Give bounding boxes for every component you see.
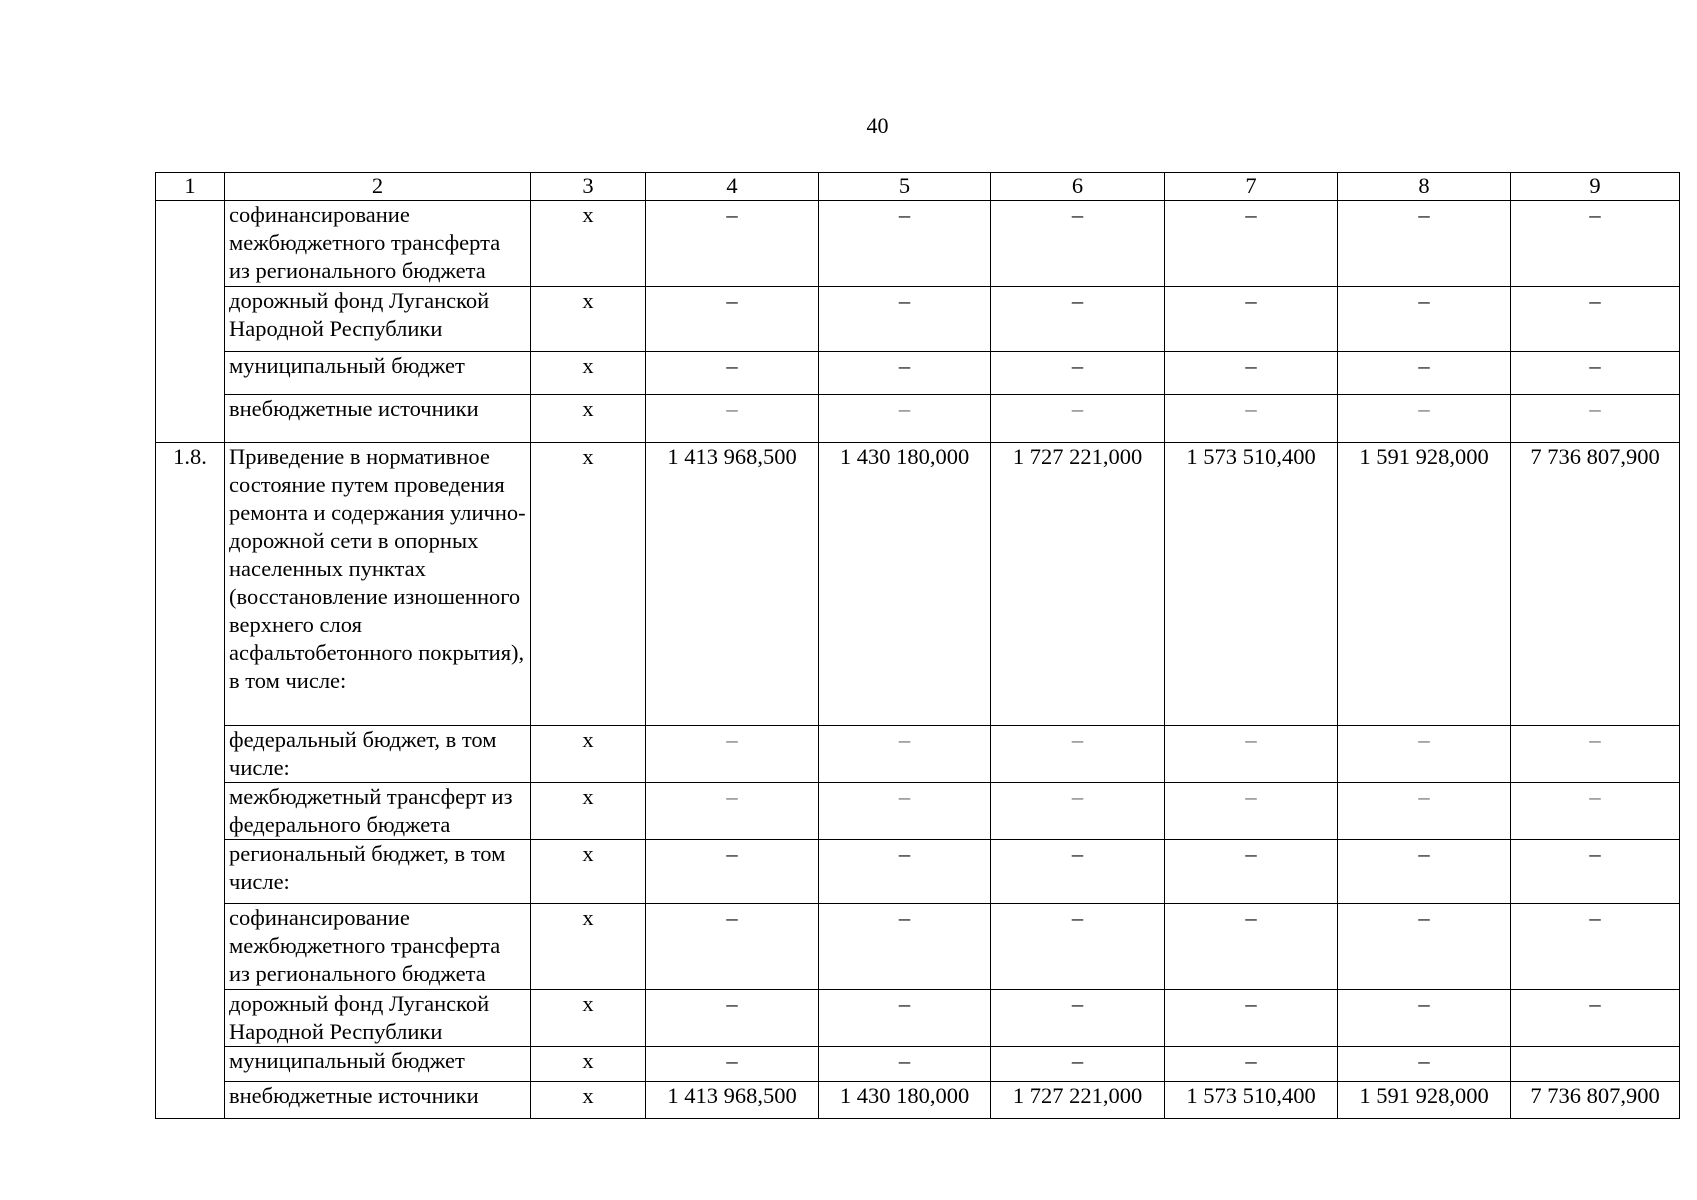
row-label: региональный бюджет, в том числе: <box>225 840 531 904</box>
row-label: межбюджетный трансферт из федерального бюджета <box>225 783 531 840</box>
value-cell: – <box>1165 395 1338 443</box>
table-row <box>156 726 1680 783</box>
value-cell: – <box>991 990 1165 1047</box>
value-cell: – <box>991 395 1165 443</box>
value-cell: – <box>646 783 819 840</box>
header-cell: 2 <box>225 173 531 201</box>
row-mark: х <box>531 443 646 726</box>
value-cell: 1 573 510,400 <box>1165 443 1338 726</box>
header-cell: 8 <box>1338 173 1511 201</box>
value-cell: – <box>819 201 991 287</box>
row-mark: х <box>531 395 646 443</box>
table-row <box>156 990 1680 1047</box>
value-cell: – <box>646 287 819 352</box>
table-row <box>156 840 1680 904</box>
header-cell: 5 <box>819 173 991 201</box>
value-cell: – <box>1338 783 1511 840</box>
value-cell: – <box>819 840 991 904</box>
table-header-row <box>156 173 1680 201</box>
value-cell: 1 727 221,000 <box>991 443 1165 726</box>
row-label: софинансирование межбюджетного трансферта из регионального бюджета <box>225 201 531 287</box>
table-row <box>156 904 1680 990</box>
row-number: 1.8. <box>156 443 225 1119</box>
row-mark: х <box>531 990 646 1047</box>
row-label: внебюджетные источники <box>225 1082 531 1119</box>
value-cell: – <box>1338 201 1511 287</box>
header-cell: 6 <box>991 173 1165 201</box>
value-cell: – <box>991 1047 1165 1082</box>
value-cell: – <box>1511 726 1680 783</box>
value-cell: – <box>1165 990 1338 1047</box>
value-cell: – <box>646 1047 819 1082</box>
value-cell: – <box>1338 352 1511 395</box>
value-cell: – <box>991 287 1165 352</box>
row-mark: х <box>531 1082 646 1119</box>
value-cell: – <box>819 352 991 395</box>
value-cell: – <box>1165 287 1338 352</box>
table-row <box>156 352 1680 395</box>
value-cell: – <box>991 783 1165 840</box>
value-cell: – <box>1338 287 1511 352</box>
value-cell: 1 591 928,000 <box>1338 1082 1511 1119</box>
value-cell: – <box>1165 904 1338 990</box>
value-cell: – <box>646 395 819 443</box>
value-cell: – <box>646 904 819 990</box>
row-mark: х <box>531 726 646 783</box>
table-row <box>156 287 1680 352</box>
value-cell: – <box>1511 990 1680 1047</box>
value-cell: – <box>819 395 991 443</box>
value-cell: 1 430 180,000 <box>819 443 991 726</box>
value-cell: – <box>991 904 1165 990</box>
value-cell: – <box>1511 352 1680 395</box>
value-cell: 1 430 180,000 <box>819 1082 991 1119</box>
table-row <box>156 1047 1680 1082</box>
value-cell: – <box>646 201 819 287</box>
value-cell: – <box>819 783 991 840</box>
value-cell: – <box>1338 990 1511 1047</box>
row-mark: х <box>531 783 646 840</box>
header-cell: 7 <box>1165 173 1338 201</box>
row-label: муниципальный бюджет <box>225 1047 531 1082</box>
value-cell: 7 736 807,900 <box>1511 443 1680 726</box>
row-label: внебюджетные источники <box>225 395 531 443</box>
value-cell: – <box>1165 840 1338 904</box>
value-cell: 1 591 928,000 <box>1338 443 1511 726</box>
table-row-main <box>156 443 1680 726</box>
value-cell: – <box>1511 783 1680 840</box>
value-cell: – <box>1338 840 1511 904</box>
value-cell: – <box>991 726 1165 783</box>
table-row <box>156 201 1680 287</box>
value-cell: – <box>1338 395 1511 443</box>
value-cell: – <box>819 287 991 352</box>
row-label: софинансирование межбюджетного трансферта из регионального бюджета <box>225 904 531 990</box>
budget-table <box>155 172 1680 1119</box>
value-cell: 7 736 807,900 <box>1511 1082 1680 1119</box>
value-cell: – <box>991 840 1165 904</box>
row-label: муниципальный бюджет <box>225 352 531 395</box>
value-cell: – <box>1338 904 1511 990</box>
header-cell: 9 <box>1511 173 1680 201</box>
value-cell: – <box>646 352 819 395</box>
row-mark: х <box>531 1047 646 1082</box>
row-label: федеральный бюджет, в том числе: <box>225 726 531 783</box>
row-number-empty <box>156 201 225 443</box>
value-cell: – <box>646 990 819 1047</box>
value-cell: – <box>819 726 991 783</box>
value-cell: – <box>1338 1047 1511 1082</box>
value-cell: – <box>1338 726 1511 783</box>
row-mark: х <box>531 840 646 904</box>
value-cell: – <box>1511 201 1680 287</box>
value-cell: – <box>819 904 991 990</box>
row-mark: х <box>531 352 646 395</box>
value-cell: – <box>1511 840 1680 904</box>
row-label: Приведение в нормативное состояние путем проведения ремонта и содержания улично-дорожной сети в опорных населенных пунктах (восстановление изношенного верхнего слоя асфальтобетонного покрытия), в том числе: <box>225 443 531 726</box>
table-row <box>156 1082 1680 1119</box>
value-cell: – <box>1165 1047 1338 1082</box>
header-cell: 1 <box>156 173 225 201</box>
value-cell: – <box>819 990 991 1047</box>
row-mark: х <box>531 904 646 990</box>
value-cell: 1 727 221,000 <box>991 1082 1165 1119</box>
page-number: 40 <box>866 113 889 138</box>
header-cell: 3 <box>531 173 646 201</box>
value-cell: – <box>646 840 819 904</box>
header-cell: 4 <box>646 173 819 201</box>
value-cell: – <box>1511 395 1680 443</box>
value-cell: – <box>1511 904 1680 990</box>
value-cell <box>1511 1047 1680 1082</box>
value-cell: 1 413 968,500 <box>646 443 819 726</box>
row-mark: х <box>531 287 646 352</box>
value-cell: – <box>1165 783 1338 840</box>
value-cell: – <box>1511 287 1680 352</box>
value-cell: 1 573 510,400 <box>1165 1082 1338 1119</box>
value-cell: – <box>1165 201 1338 287</box>
value-cell: 1 413 968,500 <box>646 1082 819 1119</box>
value-cell: – <box>991 352 1165 395</box>
row-mark: х <box>531 201 646 287</box>
table-row <box>156 783 1680 840</box>
row-label: дорожный фонд Луганской Народной Республики <box>225 287 531 352</box>
value-cell: – <box>646 726 819 783</box>
row-label: дорожный фонд Луганской Народной Республики <box>225 990 531 1047</box>
table-row <box>156 395 1680 443</box>
value-cell: – <box>1165 352 1338 395</box>
value-cell: – <box>819 1047 991 1082</box>
value-cell: – <box>991 201 1165 287</box>
value-cell: – <box>1165 726 1338 783</box>
